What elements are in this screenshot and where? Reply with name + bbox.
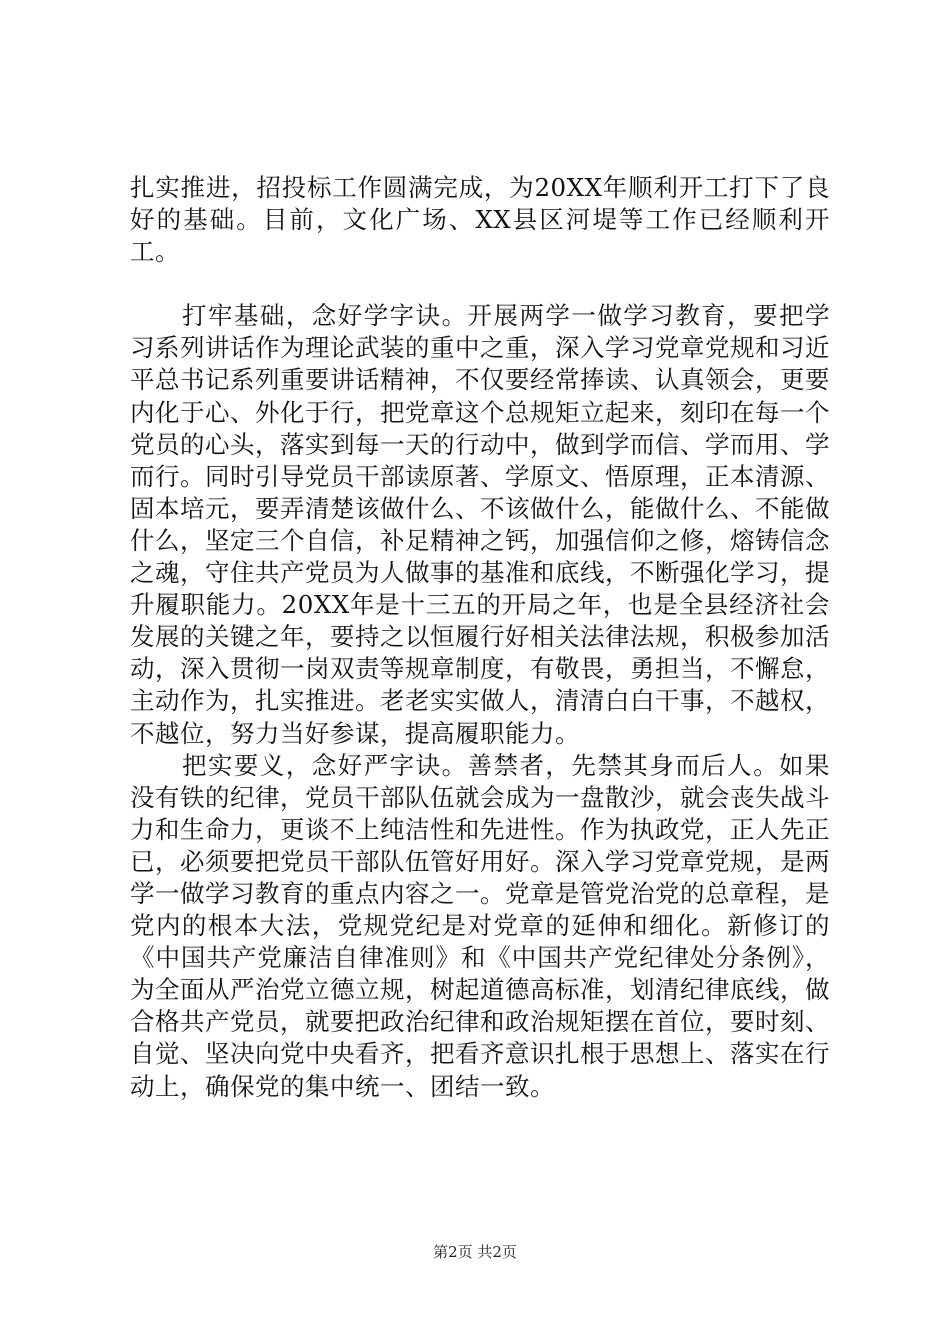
paragraph-study: 打牢基础，念好学字诀。开展两学一做学习教育，要把学习系列讲话作为理论武装的重中之重，深入学习党章党规和习近平总书记系列重要讲话精神，不仅要经常捧读、认真领会，更要内化于心、外化于行，把党章这个总规矩立起来，刻印在每一个党员的心头，落实到每一天的行动中，做到学而信、学而用、学而行。同时引导党员干部读原著、学原文、悟原理，正本清源、固本培元，要弄清楚该做什么、不该做什么，能做什么、不能做什么，坚定三个自信，补足精神之钙，加强信仰之修，熔铸信念之魂，守住共产党员为人做事的基准和底线，不断强化学习，提升履职能力。20XX年是十三五的开局之年，也是全县经济社会发展的关键之年，要持之以恒履行好相关法律法规，积极参加活动，深入贯彻一岗双责等规章制度，有敬畏，勇担当，不懈怠，主动作为，扎实推进。老老实实做人，清清白白干事，不越权，不越位，努力当好参谋，提高履职能力。 xyxy=(130,301,830,748)
document-body xyxy=(130,172,830,1103)
paragraph-discipline: 把实要义，念好严字诀。善禁者，先禁其身而后人。如果没有铁的纪律，党员干部队伍就会成为一盘散沙，就会丧失战斗力和生命力，更谈不上纯洁性和先进性。作为执政党，正人先正已，必须要把党员干部队伍管好用好。深入学习党章党规，是两学一做学习教育的重点内容之一。党章是管党治党的总章程，是党内的根本大法，党规党纪是对党章的延伸和细化。新修订的《中国共产党廉洁自律准则》和《中国共产党纪律处分条例》，为全面从严治党立德立规，树起道德高标准，划清纪律底线，做合格共产党员，就要把政治纪律和政治规矩摆在首位，要时刻、自觉、坚决向党中央看齐，把看齐意识扎根于思想上、落实在行动上，确保党的集中统一、团结一致。 xyxy=(130,750,830,1101)
paragraph-spacer xyxy=(130,268,830,300)
paragraph-continuation: 扎实推进，招投标工作圆满完成，为20XX年顺利开工打下了良好的基础。目前，文化广场、XX县区河堤等工作已经顺利开工。 xyxy=(130,173,830,267)
page-footer: 第2页 共2页 xyxy=(433,1243,517,1261)
